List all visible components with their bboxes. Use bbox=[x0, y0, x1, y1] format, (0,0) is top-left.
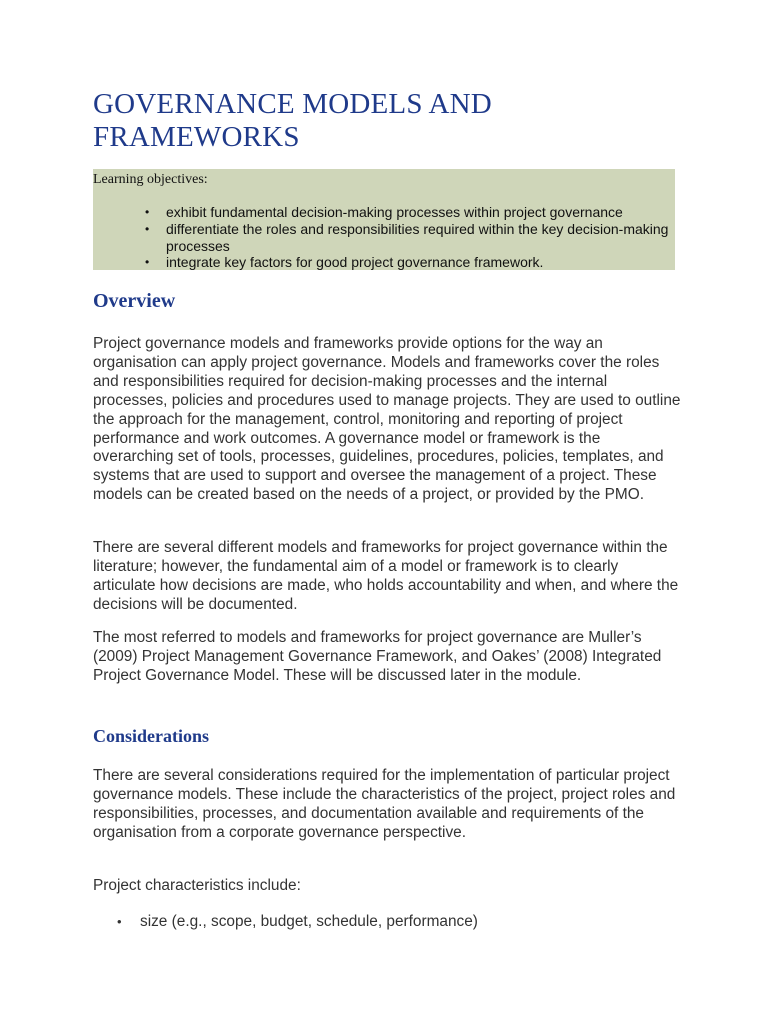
objective-text: differentiate the roles and responsibilities required within the key decision-making processes bbox=[166, 220, 669, 254]
overview-paragraph: There are several different models and frameworks for project governance within the literature; however, the fundamental aim of a model or framework is to clearly articulate how decisions are made, who holds accountability and when, and where the decisions will be documented. bbox=[93, 539, 679, 613]
objective-item bbox=[145, 204, 675, 221]
objective-text: exhibit fundamental decision-making processes within project governance bbox=[166, 204, 623, 220]
bullet-icon: • bbox=[145, 255, 150, 270]
overview-heading: Overview bbox=[93, 290, 176, 312]
project-characteristics-intro: Project characteristics include: bbox=[93, 877, 301, 894]
objective-item bbox=[145, 254, 675, 271]
bullet-icon: • bbox=[145, 205, 150, 219]
bullet-icon: • bbox=[145, 221, 150, 236]
overview-paragraph: Project governance models and frameworks provide options for the way an organisation can apply project governance. Models and frameworks cover the roles and responsibilities required for decision-making processes and the internal processes, policies and procedures used to manage projects. They are used to outline the approach for the management, control, monitoring and reporting of project performance and work outcomes. A governance model or framework is the overarching set of tools, processes, guidelines, procedures, policies, templates, and systems that are used to support and oversee the management of a project. These models can be created based on the needs of a project, or provided by the PMO. bbox=[93, 335, 681, 504]
considerations-heading: Considerations bbox=[93, 726, 210, 746]
project-characteristics-list bbox=[117, 913, 677, 932]
list-item-text: size (e.g., scope, budget, schedule, performance) bbox=[140, 913, 478, 930]
list-item bbox=[117, 913, 677, 932]
overview-paragraph: The most referred to models and frameworks for project governance are Muller’s (2009) Project Management Governance Framework, and Oakes’ (2008) Integrated Project Governance Model. These will be discussed later in the module. bbox=[93, 629, 662, 684]
learning-objectives-list bbox=[145, 204, 675, 271]
bullet-icon: • bbox=[117, 914, 122, 929]
title-line-1: GOVERNANCE MODELS AND bbox=[93, 88, 492, 120]
title-line-2: FRAMEWORKS bbox=[93, 121, 300, 153]
considerations-paragraph: There are several considerations required for the implementation of particular project governance models. These include the characteristics of the project, project roles and responsibilities, processes, and documentation available and requirements of the organisation from a corporate governance perspective. bbox=[93, 767, 676, 841]
page-title bbox=[93, 88, 693, 154]
learning-objectives-label: Learning objectives: bbox=[93, 172, 208, 187]
objective-item bbox=[145, 221, 675, 255]
objective-text: integrate key factors for good project governance framework. bbox=[166, 254, 544, 271]
learning-objectives-box bbox=[93, 169, 675, 270]
